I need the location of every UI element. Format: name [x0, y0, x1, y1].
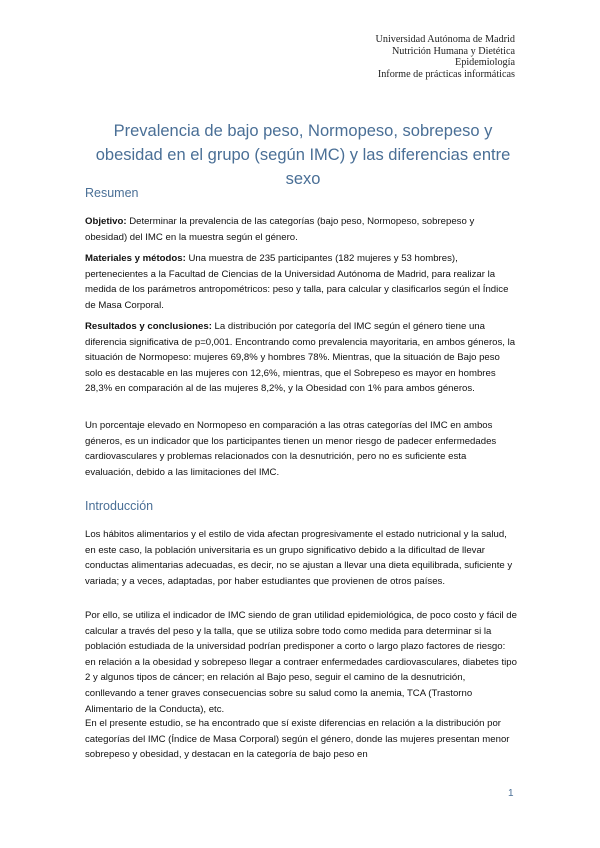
introduccion-paragraph-3: En el presente estudio, se ha encontrado que sí existe diferencias en relación a la distribución por categorías del IMC (Índice de Masa Corporal) según el género, donde las mujeres presentan menor sobrepeso y obesidad, y destacan en la categoría de bajo peso en — [85, 718, 510, 761]
header-course: Epidemiología — [455, 57, 515, 68]
introduccion-heading: Introducción — [85, 499, 154, 513]
header-program: Nutrición Humana y Dietética — [391, 45, 515, 57]
document-header — [376, 34, 516, 80]
materiales-paragraph — [85, 251, 517, 313]
page-number: 1 — [508, 788, 514, 799]
conclusion-paragraph: Un porcentaje elevado en Normopeso en comparación a las otras categorías del IMC en ambos géneros, es un indicador que los participantes tienen un menor riesgo de padecer enfermedades cardiovasculares y problemas relacionados con la desnutrición, pero no es suficiente esta evaluación, debido a las limitaciones del IMC. — [85, 420, 497, 478]
introduccion-paragraph-2: Por ello, se utiliza el indicador de IMC siendo de gran utilidad epidemiológica, de poco costo y fácil de calcular a través del peso y la talla, que se utiliza sobre todo como medida para determinar si la población estudiada de la universidad podrían predisponer a corto o largo plazo factores de riesgo: en relación a la obesidad y sobrepeso llegar a contraer enfermedades cardiovasculares, diabetes tipo 2 y algunos tipos de cáncer; en relación al Bajo peso, seguir el camino de la desnutrición, conllevando a tener graves consecuencias sobre su salud como la anemia, TCA (Trastorno Alimentario de la Conducta), etc. — [85, 610, 517, 715]
materiales-text: Una muestra de 235 participantes (182 mujeres y 53 hombres), pertenecientes a la Facultad de Ciencias de la Universidad Autónoma de Madrid, para realizar la medida de los parámetros antropométricos: peso y talla, para calcular y clasificarlos según el Índice de Masa Corporal. — [85, 253, 509, 311]
header-report-type: Informe de prácticas informáticas — [377, 68, 515, 80]
objetivo-label: Objetivo: — [85, 216, 127, 227]
document-title: Prevalencia de bajo peso, Normopeso, sobrepeso y obesidad en el grupo (según IMC) y las diferencias entre sexo — [95, 122, 511, 188]
resumen-heading: Resumen — [85, 186, 139, 200]
header-university: Universidad Autónoma de Madrid — [375, 34, 515, 45]
introduccion-paragraph-1: Los hábitos alimentarios y el estilo de vida afectan progresivamente el estado nutricional y la salud, en este caso, la población universitaria es un grupo significativo debido a la dificultad de llevar conductas alimentarias adecuadas, es decir, no se ajustan a llevar una dieta equilibrada, suficiente y variada; y a veces, adaptadas, por haber estudiantes que provienen de otros países. — [85, 529, 513, 587]
objetivo-text: Determinar la prevalencia de las categorías (bajo peso, Normopeso, sobrepeso y obesidad) del IMC en la muestra según el género. — [85, 216, 475, 243]
resultados-text: La distribución por categoría del IMC según el género tiene una diferencia significativa de p=0,001. Encontrando como prevalencia mayoritaria, en ambos géneros, la situación de Normopeso: mujeres 69,8% y hombres 78%. Mientras, que la situación de Bajo peso solo es destacable en las mujeres con 12,6%, mientras, que el Sobrepeso es mayor en hombres 28,3% en comparación al de las mujeres 8,2%, y la Obesidad con 1% para ambos géneros. — [85, 321, 516, 395]
resultados-label: Resultados y conclusiones: — [85, 321, 212, 332]
materiales-label: Materiales y métodos: — [85, 253, 186, 264]
resultados-paragraph — [85, 319, 517, 397]
objetivo-paragraph — [85, 214, 517, 245]
